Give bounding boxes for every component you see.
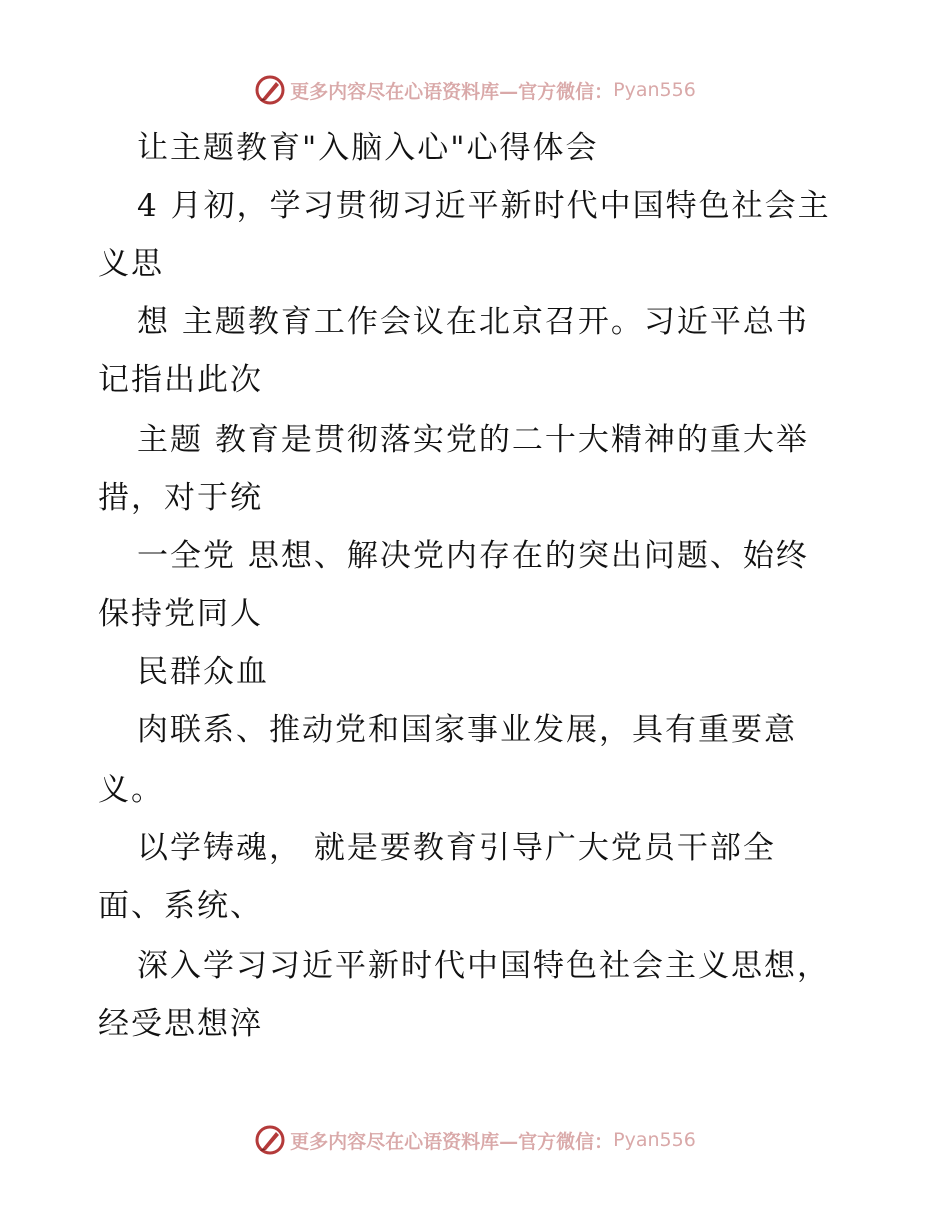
paragraph-line: 面、系统、 — [98, 888, 263, 924]
paragraph-line: 主题 教育是贯彻落实党的二十大精神的重大举 — [137, 422, 809, 458]
paragraph-line: 记指出此次 — [98, 362, 263, 398]
paragraph-line: 以学铸魂， 就是要教育引导广大党员干部全 — [137, 830, 776, 866]
watermark-wechat-id: Pyan556 — [613, 79, 696, 101]
watermark-text: 更多内容尽在心语资料库—官方微信： — [290, 1130, 614, 1153]
pen-logo-icon — [254, 1124, 286, 1156]
paragraph-line: 义思 — [98, 246, 164, 282]
paragraph-line: 一全党 思想、解决党内存在的突出问题、始终 — [137, 538, 809, 574]
paragraph-line: 想 主题教育工作会议在北京召开。习近平总书 — [137, 304, 809, 340]
watermark-text: 更多内容尽在心语资料库—官方微信： — [290, 80, 614, 103]
paragraph-line: 保持党同人 — [98, 596, 263, 632]
paragraph-line: 措，对于统 — [98, 480, 263, 516]
paragraph-line: 肉联系、推动党和国家事业发展，具有重要意 — [137, 712, 797, 748]
paragraph-line: 4 月初，学习贯彻习近平新时代中国特色社会主 — [137, 188, 831, 224]
paragraph-line: 民群众血 — [137, 654, 269, 690]
header-watermark — [0, 70, 950, 110]
watermark-wechat-id: Pyan556 — [613, 1129, 696, 1151]
footer-watermark — [0, 1120, 950, 1160]
paragraph-line: 义。 — [98, 772, 164, 808]
pen-logo-icon — [254, 74, 286, 106]
paragraph-line: 深入学习习近平新时代中国特色社会主义思想， — [137, 948, 830, 984]
document-title: 让主题教育"入脑入心"心得体会 — [137, 130, 599, 166]
paragraph-line: 经受思想淬 — [98, 1006, 263, 1042]
